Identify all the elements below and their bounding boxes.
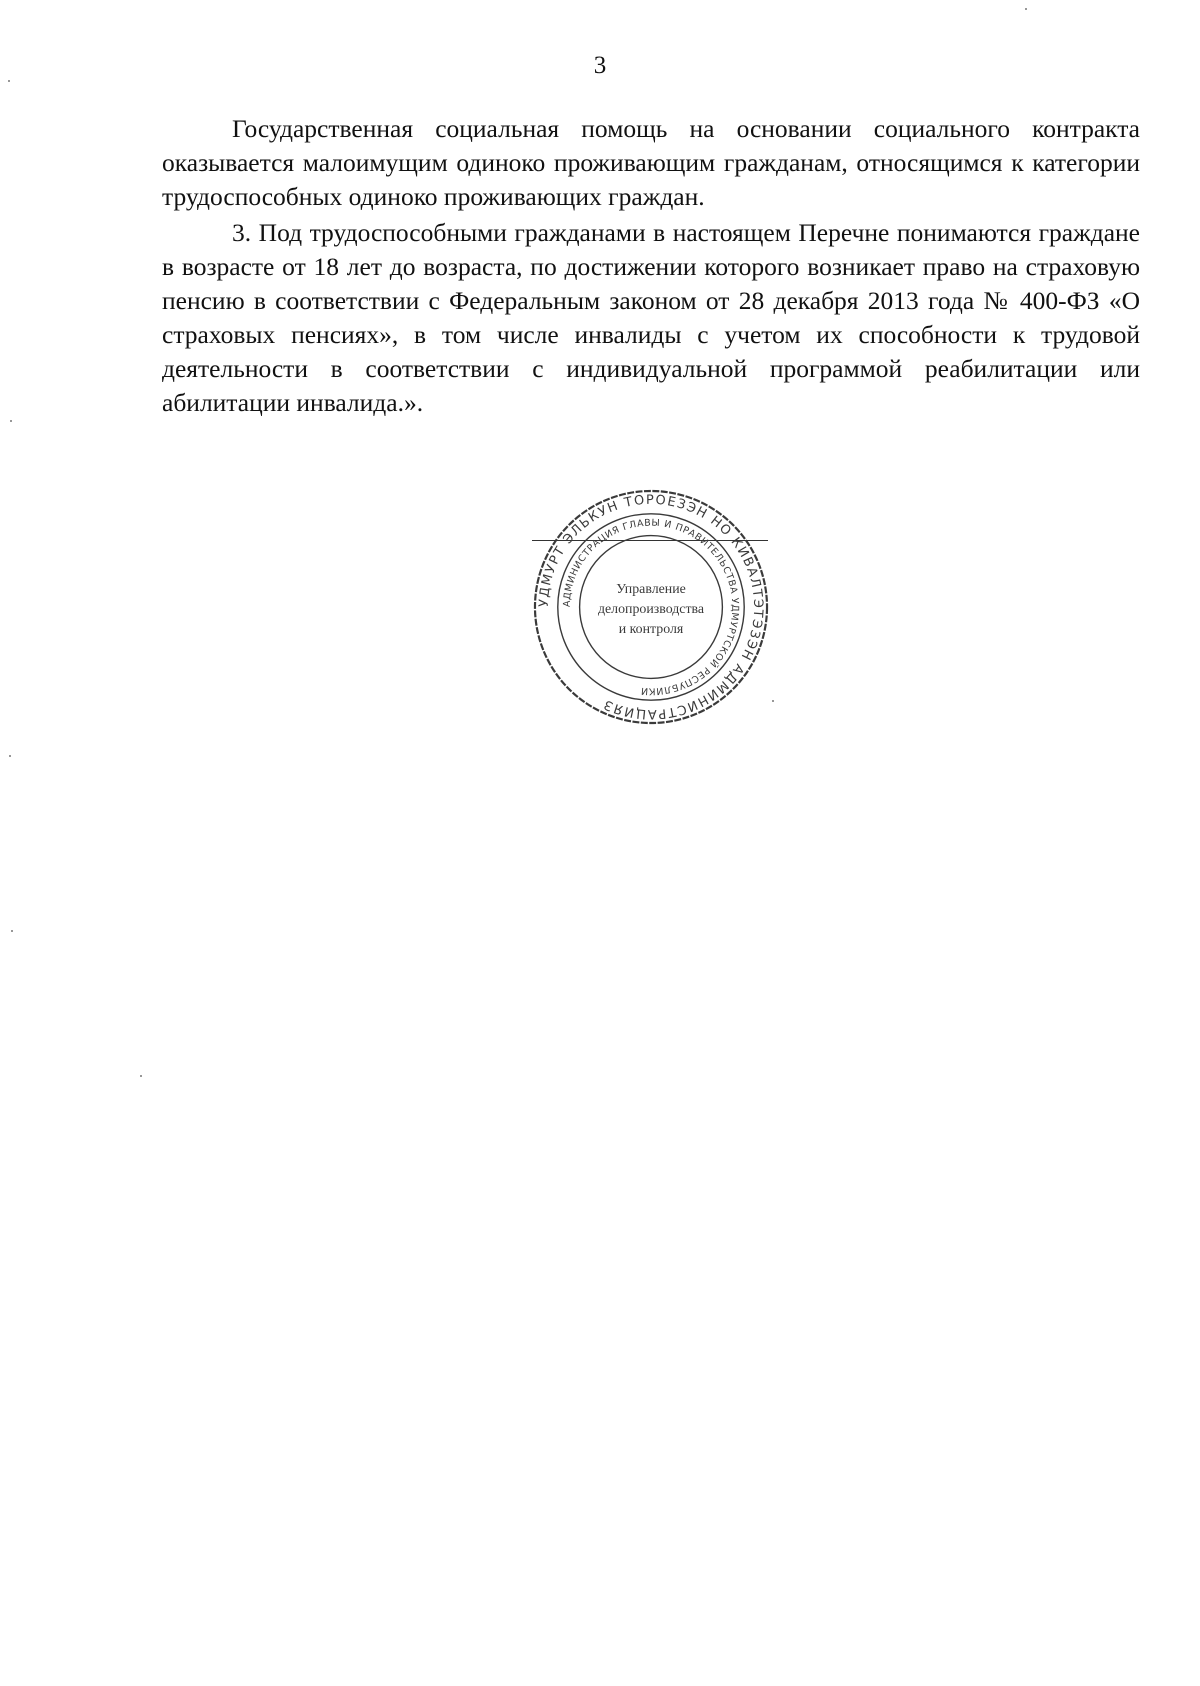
scan-speck — [11, 930, 13, 932]
paragraph: 3. Под трудоспособными гражданами в настоящем Перечне понимаются граждане в возрасте от 18 лет до возраста, по достижении которого возникает право на страховую пенсию в соответствии с Федеральным законом от 28 декабря 2013 года № 400-ФЗ «О страховых пенсиях», в том числе инвалиды с учетом их способности к трудовой деятельности в соответствии с индивидуальной программой реабилитации или абилитации инвалида.». — [162, 218, 1140, 417]
seal-center-line: делопроизводства — [597, 601, 705, 617]
official-seal — [532, 488, 770, 726]
document-body — [162, 112, 1140, 422]
scan-speck — [9, 755, 11, 757]
scan-speck — [10, 420, 12, 422]
seal-center-line: Управление — [616, 582, 686, 598]
seal-outer-text: УДМУРТ ЭЛЬКУН ТОРОЕЗЭН НО КИВАЛТЭТЭЗЭН АДМИНИСТРАЦИЯЗ — [536, 492, 766, 722]
scan-speck — [8, 80, 10, 82]
scan-speck — [772, 700, 774, 702]
paragraph: Государственная социальная помощь на основании социального контракта оказывается малоимущим одиноко проживающим гражданам, относящимся к категории трудоспособных одиноко проживающих граждан. — [162, 114, 1140, 211]
scan-speck — [1025, 8, 1027, 10]
scan-speck — [140, 1075, 142, 1077]
seal-center-line: и контроля — [618, 621, 684, 637]
page-number: 3 — [593, 52, 607, 79]
seal-inner-text: АДМИНИСТРАЦИЯ ГЛАВЫ И ПРАВИТЕЛЬСТВА УДМУРТСКОЙ РЕСПУБЛИКИ — [561, 517, 741, 697]
